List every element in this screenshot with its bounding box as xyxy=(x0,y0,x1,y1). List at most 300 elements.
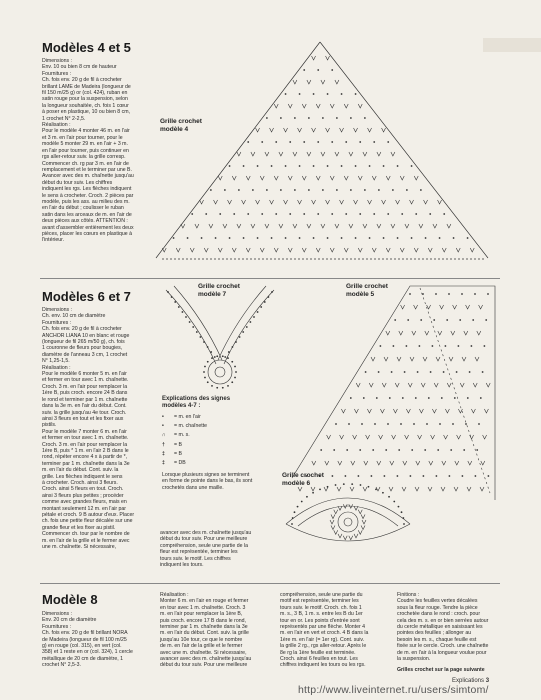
stitch-dot xyxy=(391,371,393,373)
stitch-dot xyxy=(231,381,233,383)
stitch-dot xyxy=(443,371,445,373)
stitch-dot xyxy=(485,319,487,321)
stitch-mark xyxy=(470,248,474,252)
stitch-dot xyxy=(207,361,209,363)
stitch-dot xyxy=(271,165,273,167)
stitch-dot xyxy=(331,213,333,215)
stitch-dot xyxy=(182,311,184,313)
stitch-dot xyxy=(341,165,343,167)
stitch-mark xyxy=(455,461,459,465)
stitch-dot xyxy=(239,336,241,338)
stitch-mark xyxy=(358,510,362,514)
stitch-dot xyxy=(449,475,451,477)
stitch-dot xyxy=(207,346,209,348)
stitch-dot xyxy=(453,237,455,239)
stitch-dot xyxy=(317,69,319,71)
stitch-mark xyxy=(408,383,412,387)
legend-text: = B xyxy=(174,450,182,457)
stitch-dot xyxy=(456,371,458,373)
stitch-mark xyxy=(293,224,297,228)
stitch-dot xyxy=(229,237,231,239)
section-text-models-6-7: Dimensions : Ch. env. 10 cm de diamètre Fournitures : Ch. fois env. 20 g de fil à crocheter ANCHOR LIANA 10 en blanc et rouge (longueur de fil 265 m/50 g), ch. fois 1 couronne de fleurs pour bougies, diamètre de l'anneau 3 cm, 1 crochet N° 1,25-1,5. Réalisation : Pour le modèle 6 monter 5 m. en l'air et fermer en tour avec 1 m. chaînette. Croch. 3 m. en l'air pour remplacer la 1ère B, puis croch. encore 24 B dans le rond et terminer par 1 m. chaînette dans la 3e m. en l'air du début. Cont. suiv. la grille jusqu'au 4e tour. Croch. ainsi 3 fleurs en tout et les fixer aux pistils. Pour le modèle 7 monter 6 m. en l'air et fermer en tour avec 1 m. chaînette. Croch. 3 m. en l'air pour remplacer la 1ère B, puis * 1 m. en l'air 2 B dans le rond, répéter encore 4 x à partir de *, terminer par 1 m. chaînette dans la 3e m. en l'air du début. Cont. suiv. la grille. Les flèches indiquent le sens à crocheter. Croch. ainsi 3 fleurs. Croch. ainsi 5 fleurs en tout. Croch. ainsi 3 fleurs plus petites ; procéder comme avec grandes fleurs, mais en montant seulement 12 m. en l'air par pétale et croch. 9 B autour d'eux. Placer ch. fois une petite fleur décalée sur une grande fleur et les fixer au pistil. Commencer ch. tour par le nombre de m. en l'air de la grille et le fermer avec une m. chaînette. Si nécessaire, xyxy=(42,307,135,551)
stitch-dot xyxy=(335,423,337,425)
stitch-dot xyxy=(482,371,484,373)
stitch-mark xyxy=(232,176,236,180)
section-divider xyxy=(40,583,500,584)
stitch-mark xyxy=(349,152,353,156)
stitch-dot xyxy=(383,237,385,239)
stitch-dot xyxy=(359,213,361,215)
stitch-mark xyxy=(353,435,357,439)
source-url: http://www.liveinternet.ru/users/simtom/ xyxy=(298,684,489,696)
stitch-dot xyxy=(425,237,427,239)
stitch-dot xyxy=(228,351,230,353)
stitch-mark xyxy=(418,435,422,439)
stitch-dot xyxy=(196,331,198,333)
stitch-dot xyxy=(219,213,221,215)
stitch-dot xyxy=(191,213,193,215)
stitch-mark xyxy=(454,487,458,491)
stitch-dot xyxy=(401,511,403,513)
stitch-mark xyxy=(274,104,278,108)
stitch-dot xyxy=(264,301,266,303)
stitch-dot xyxy=(372,449,374,451)
stitch-dot xyxy=(200,336,202,338)
stitch-dot xyxy=(387,141,389,143)
legend-text: = m. en l'air xyxy=(174,414,201,420)
stitch-dot xyxy=(439,423,441,425)
stitch-dot xyxy=(308,189,310,191)
stitch-mark xyxy=(405,224,409,228)
stitch-mark xyxy=(441,487,445,491)
stitch-mark xyxy=(447,383,451,387)
stitch-mark xyxy=(442,461,446,465)
stitch-mark xyxy=(481,461,485,465)
stitch-mark xyxy=(391,224,395,228)
stitch-dot xyxy=(294,511,296,513)
stitch-dot xyxy=(463,449,465,451)
stitch-mark xyxy=(368,128,372,132)
stitch-dot xyxy=(294,189,296,191)
stitch-dot xyxy=(303,69,305,71)
stitch-mark xyxy=(343,536,347,540)
label-grid-model-4: Grille crochet modèle 4 xyxy=(160,118,202,133)
stitch-dot xyxy=(203,341,205,343)
stitch-dot xyxy=(346,449,348,451)
stitch-dot xyxy=(257,311,259,313)
stitch-mark xyxy=(382,128,386,132)
stitch-mark xyxy=(473,383,477,387)
stitch-mark xyxy=(251,152,255,156)
stitch-mark xyxy=(460,383,464,387)
stitch-dot xyxy=(294,117,296,119)
stitch-dot xyxy=(420,319,422,321)
stitch-mark xyxy=(176,248,180,252)
stitch-dot xyxy=(350,189,352,191)
stitch-dot xyxy=(235,371,237,373)
stitch-dot xyxy=(364,189,366,191)
stitch-dot xyxy=(462,475,464,477)
stitch-mark xyxy=(361,525,365,529)
stitch-mark xyxy=(368,200,372,204)
stitch-dot xyxy=(243,165,245,167)
stitch-dot xyxy=(266,189,268,191)
stitch-dot xyxy=(469,371,471,373)
stitch-dot xyxy=(428,397,430,399)
stitch-dot xyxy=(467,397,469,399)
stitch-mark xyxy=(330,520,334,524)
stitch-dot xyxy=(443,213,445,215)
stitch-mark xyxy=(369,383,373,387)
stitch-mark xyxy=(274,176,278,180)
stitch-dot xyxy=(488,475,490,477)
stitch-dot xyxy=(345,141,347,143)
stitch-mark xyxy=(456,248,460,252)
stitch-dot xyxy=(441,397,443,399)
stitch-dot xyxy=(437,449,439,451)
crochet-diagram-model-4 xyxy=(150,38,495,264)
stitch-mark xyxy=(349,536,353,540)
stitch-mark xyxy=(344,176,348,180)
stitch-mark xyxy=(428,487,432,491)
stitch-mark xyxy=(340,200,344,204)
legend-note: Lorsque plusieurs signes se terminent en forme de pointe dans le bas, ils sont crochetés dans une maille. xyxy=(162,472,253,491)
stitch-dot xyxy=(398,506,400,508)
stitch-dot xyxy=(368,486,370,488)
stitch-mark xyxy=(349,224,353,228)
stitch-dot xyxy=(355,237,357,239)
stitch-dot xyxy=(229,165,231,167)
stitch-dot xyxy=(257,237,259,239)
stitch-mark xyxy=(330,176,334,180)
stitch-dot xyxy=(331,141,333,143)
stitch-dot xyxy=(387,423,389,425)
stitch-mark xyxy=(392,435,396,439)
stitch-mark xyxy=(425,331,429,335)
stitch-dot xyxy=(409,293,411,295)
stitch-dot xyxy=(252,189,254,191)
stitch-mark xyxy=(358,104,362,108)
stitch-dot xyxy=(234,366,236,368)
stitch-mark xyxy=(223,224,227,228)
stitch-mark xyxy=(361,515,365,519)
stitch-dot xyxy=(401,213,403,215)
legend-title: Explications des signes modèles 4-7 : xyxy=(162,396,231,409)
stitch-dot xyxy=(211,385,213,387)
stitch-dot xyxy=(204,366,206,368)
stitch-dot xyxy=(327,486,329,488)
stitch-mark xyxy=(260,248,264,252)
stitch-mark xyxy=(344,104,348,108)
stitch-mark xyxy=(423,357,427,361)
stitch-mark xyxy=(414,248,418,252)
stitch-mark xyxy=(416,461,420,465)
stitch-mark xyxy=(480,487,484,491)
stitch-mark xyxy=(377,152,381,156)
stitch-dot xyxy=(285,165,287,167)
crochet-diagram-model-7 xyxy=(158,284,282,390)
stitch-mark xyxy=(340,128,344,132)
stitch-mark xyxy=(397,357,401,361)
stitch-mark xyxy=(321,224,325,228)
stitch-dot xyxy=(474,293,476,295)
stitch-mark xyxy=(406,409,410,413)
stitch-dot xyxy=(361,423,363,425)
stitch-dot xyxy=(205,213,207,215)
stitch-dot xyxy=(484,345,486,347)
stitch-dot xyxy=(320,449,322,451)
legend-item xyxy=(162,451,282,457)
stitch-mark xyxy=(475,357,479,361)
stitch-dot xyxy=(375,488,377,490)
stitch-dot xyxy=(299,165,301,167)
stitch-mark xyxy=(356,383,360,387)
stitch-dot xyxy=(419,345,421,347)
stitch-dot xyxy=(355,93,357,95)
stitch-mark xyxy=(181,224,185,228)
stitch-dot xyxy=(299,237,301,239)
stitch-mark xyxy=(382,383,386,387)
stitch-dot xyxy=(454,397,456,399)
stitch-dot xyxy=(429,213,431,215)
stitch-dot xyxy=(355,165,357,167)
stitch-mark xyxy=(396,200,400,204)
stitch-dot xyxy=(289,141,291,143)
stitch-dot xyxy=(350,117,352,119)
stitch-mark xyxy=(218,176,222,180)
stitch-dot xyxy=(476,449,478,451)
stitch-dot xyxy=(397,237,399,239)
stitch-dot xyxy=(301,501,303,503)
stitch-mark xyxy=(462,357,466,361)
stitch-mark xyxy=(293,80,297,84)
stitch-mark xyxy=(479,305,483,309)
stitch-dot xyxy=(407,319,409,321)
stitch-dot xyxy=(204,377,206,379)
stitch-dot xyxy=(426,423,428,425)
stitch-dot xyxy=(238,189,240,191)
stitch-dot xyxy=(373,141,375,143)
stitch-dot xyxy=(402,517,404,519)
stitch-mark xyxy=(302,248,306,252)
stitch-dot xyxy=(271,237,273,239)
legend-symbol: † xyxy=(162,441,165,448)
stitch-dot xyxy=(187,237,189,239)
section-text-model-8-realisation: Réalisation : Monter 6 m. en l'air en rouge et fermer en tour avec 1 m. chaînette. Croch. 3 m. en l'air pour remplacer la 1ère B, puis croch. encore 17 B dans le rond, terminer par 1 m. chaînette dans la 3e m. en l'air du début. Cont. suiv. la grille jusqu'au 10e tour, ce que le nombre de m. en l'air de la grille et le fermer avec une m. chaînette. Si nécessaire, avancer avec des m. chaînette jusqu'au début du tour suiv. Pour une meilleure xyxy=(160,592,252,669)
stitch-dot xyxy=(203,371,205,373)
stitch-dot xyxy=(266,117,268,119)
stitch-mark xyxy=(334,530,338,534)
legend-item xyxy=(162,432,282,438)
stitch-dot xyxy=(385,449,387,451)
label-grid-model-6: Grille crochet modèle 6 xyxy=(282,472,324,487)
stitch-mark xyxy=(260,176,264,180)
stitch-dot xyxy=(359,449,361,451)
stitch-mark xyxy=(447,224,451,228)
stitch-mark xyxy=(442,248,446,252)
stitch-dot xyxy=(461,293,463,295)
stitch-dot xyxy=(359,141,361,143)
stitch-mark xyxy=(200,200,204,204)
stitch-dot xyxy=(393,345,395,347)
stitch-mark xyxy=(284,128,288,132)
stitch-dot xyxy=(192,326,194,328)
stitch-dot xyxy=(378,371,380,373)
stitch-mark xyxy=(419,224,423,228)
stitch-mark xyxy=(421,383,425,387)
stitch-mark xyxy=(438,200,442,204)
stitch-dot xyxy=(411,237,413,239)
stitch-dot xyxy=(411,165,413,167)
stitch-dot xyxy=(210,189,212,191)
stitch-dot xyxy=(345,213,347,215)
legend-item xyxy=(162,460,282,466)
stitch-mark xyxy=(331,525,335,529)
stitch-dot xyxy=(341,93,343,95)
stitch-dot xyxy=(436,475,438,477)
stitch-mark xyxy=(265,224,269,228)
stitch-mark xyxy=(321,152,325,156)
stitch-dot xyxy=(260,306,262,308)
stitch-mark xyxy=(256,200,260,204)
stitch-mark xyxy=(464,331,468,335)
stitch-dot xyxy=(373,213,375,215)
stitch-mark xyxy=(386,331,390,335)
stitch-dot xyxy=(406,189,408,191)
stitch-mark xyxy=(467,487,471,491)
stitch-dot xyxy=(393,501,395,503)
stitch-dot xyxy=(465,423,467,425)
stitch-mark xyxy=(451,331,455,335)
stitch-mark xyxy=(405,435,409,439)
stitch-mark xyxy=(372,176,376,180)
stitch-mark xyxy=(436,357,440,361)
stitch-mark xyxy=(384,357,388,361)
stitch-dot xyxy=(432,345,434,347)
stitch-mark xyxy=(312,56,316,60)
stitch-mark xyxy=(251,224,255,228)
stitch-dot xyxy=(406,345,408,347)
stitch-mark xyxy=(431,435,435,439)
stitch-dot xyxy=(246,326,248,328)
section-text-models-4-5: Dimensions : Env. 10 ou bien 8 cm de hauteur Fournitures : Ch. fois env. 20 g de fil à crocheter brillant LAME de Madeira (longueur de fil 150 m/25 g) or (col. 424), ruban en satin rouge pour la suspension, selon la longueur souhaitée, ch. fois 1 cœur à poser en plastique, 10 ou bien 8 cm, 1 crochet N° 2-2,5. Réalisation : Pour le modèle 4 monter 46 m. en l'air et 3 m. en l'air pour tourner, pour le modèle 5 monter 29 m. en l'air + 3 m. en l'air pour tourner, puis continuer en rgs aller-retour suiv. la grille corresp. Commencer ch. rg par 3 m. en l'air de remplacement et le terminer par une B. Avancer avec des m. chaînette jusqu'au début du tour suiv. Les chiffres indiquent les rgs. Les flèches indiquent le sens à crocheter. Croch. 2 pièces par modèle, puis les ass. au milieu des m. en l'air du début ; coulisser le ruban satin dans les arceaux de m. en l'air de deux pièces aux côtés. ATTENTION : avant d'assembler entièrement les deux pièces, placer les cœurs en plastique à l'intérieur. xyxy=(42,58,134,244)
stitch-dot xyxy=(369,165,371,167)
label-grid-model-5: Grille crochet modèle 5 xyxy=(346,283,388,298)
stitch-mark xyxy=(358,248,362,252)
stitch-mark xyxy=(470,435,474,439)
stitch-dot xyxy=(392,189,394,191)
stitch-mark xyxy=(265,152,269,156)
stitch-dot xyxy=(210,351,212,353)
stitch-dot xyxy=(369,237,371,239)
stitch-dot xyxy=(433,319,435,321)
stitch-mark xyxy=(363,224,367,228)
stitch-dot xyxy=(415,213,417,215)
stitch-mark xyxy=(424,200,428,204)
stitch-mark xyxy=(279,152,283,156)
stitch-dot xyxy=(365,371,367,373)
stitch-mark xyxy=(288,104,292,108)
stitch-dot xyxy=(185,316,187,318)
stitch-dot xyxy=(317,141,319,143)
stitch-mark xyxy=(204,248,208,252)
stitch-dot xyxy=(242,331,244,333)
stitch-dot xyxy=(446,319,448,321)
stitch-mark xyxy=(270,200,274,204)
stitch-dot xyxy=(313,93,315,95)
stitch-dot xyxy=(313,165,315,167)
stitch-mark xyxy=(298,128,302,132)
stitch-mark xyxy=(246,176,250,180)
stitch-dot xyxy=(452,423,454,425)
stitch-mark xyxy=(380,409,384,413)
stitch-mark xyxy=(242,200,246,204)
stitch-mark xyxy=(371,357,375,361)
stitch-dot xyxy=(448,293,450,295)
stitch-dot xyxy=(243,237,245,239)
stitch-mark xyxy=(449,357,453,361)
stitch-mark xyxy=(209,224,213,228)
stitch-mark xyxy=(321,80,325,84)
stitch-dot xyxy=(285,93,287,95)
stitch-dot xyxy=(471,345,473,347)
stitch-mark xyxy=(298,200,302,204)
next-page-note: Grilles crochet sur la page suivante xyxy=(397,667,485,673)
stitch-dot xyxy=(268,296,270,298)
stitch-mark xyxy=(445,409,449,413)
stitch-mark xyxy=(466,305,470,309)
stitch-dot xyxy=(445,345,447,347)
stitch-mark xyxy=(483,435,487,439)
stitch-dot xyxy=(322,117,324,119)
stitch-dot xyxy=(174,301,176,303)
stitch-mark xyxy=(354,409,358,413)
legend-item xyxy=(162,442,282,448)
stitch-mark xyxy=(391,152,395,156)
stitch-dot xyxy=(435,293,437,295)
stitch-mark xyxy=(288,248,292,252)
stitch-mark xyxy=(162,248,166,252)
stitch-dot xyxy=(306,496,308,498)
stitch-dot xyxy=(275,213,277,215)
legend-symbol: • xyxy=(162,423,164,430)
stitch-mark xyxy=(362,520,366,524)
stitch-mark xyxy=(400,176,404,180)
stitch-mark xyxy=(302,104,306,108)
stitch-mark xyxy=(410,200,414,204)
stitch-dot xyxy=(417,371,419,373)
stitch-mark xyxy=(358,176,362,180)
stitch-mark xyxy=(312,200,316,204)
stitch-dot xyxy=(475,475,477,477)
stitch-dot xyxy=(335,484,337,486)
stitch-mark xyxy=(429,461,433,465)
stitch-mark xyxy=(274,248,278,252)
legend-item xyxy=(162,414,282,420)
section-text-model-8-finitions: Finitions : Coudre les feuilles vertes décalées sous la fleur rouge. Tendre la pièce crochetée dans le rond : croch. pour cela des m. s. en or bien serrées autour du cercle métallique en saisissant les pointes des feuilles ; allonger au besoin les m. s., chaque feuille est fixée sur le cercle. Croch. une chaînette de m. en l'air à la longueur voulue pour la suspension. xyxy=(397,592,489,663)
stitch-mark xyxy=(367,409,371,413)
stitch-mark xyxy=(316,104,320,108)
stitch-dot xyxy=(224,189,226,191)
stitch-mark xyxy=(293,152,297,156)
stitch-mark xyxy=(395,383,399,387)
stitch-dot xyxy=(398,449,400,451)
section-text-model-8-cont: compréhension, seule une partie du motif est représentée, terminer les tours suiv. le motif. Croch. ch. fois 1 m. s., 3 B, 1 m. s. entre les B du 1er tour en or. Les points d'entrée sont représentés par une flèche. Monter 4 m. en l'air en vert et croch. 4 B dans la 1ère m. en l'air (= 1er rg). Cont. suiv. la grille 2 rg., rgs aller-retour. Après le 8e rg la 1ère feuille est terminée. Croch. ainsi 6 feuilles en tout. Les chiffres indiquent les tours ou les rgs. xyxy=(280,592,369,669)
stitch-mark xyxy=(484,409,488,413)
stitch-dot xyxy=(231,361,233,363)
stitch-mark xyxy=(326,56,330,60)
stitch-dot xyxy=(253,316,255,318)
